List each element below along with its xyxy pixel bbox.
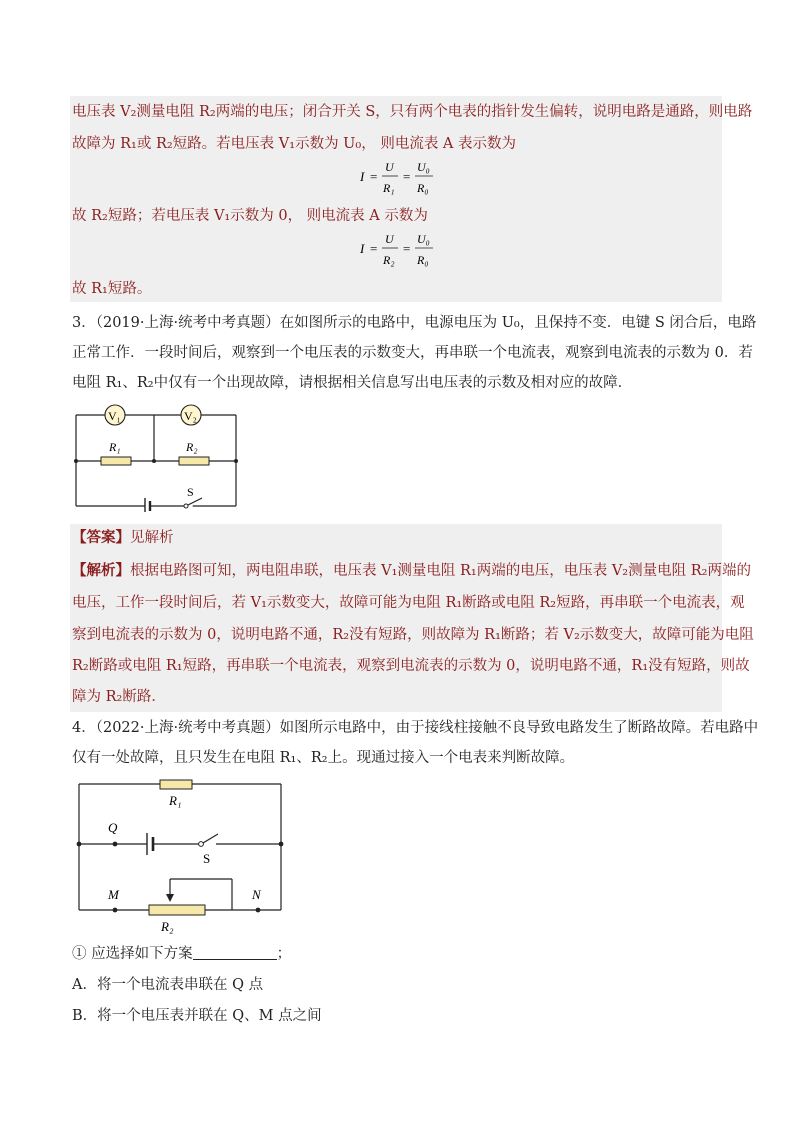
q3-analysis-line-3: 察到电流表的示数为 0，说明电路不通，R₂没有短路，则故障为 R₁断路；若 V₂示数变大，故障可能为电阻 — [72, 627, 754, 643]
formula-1 — [356, 156, 446, 200]
q4-line-1: 4．（2022·上海·统考中考真题）如图所示电路中，由于接线柱接触不良导致电路发生了断路故障。若电路中 — [72, 720, 759, 736]
q-label: Q — [108, 820, 118, 835]
switch-label: S — [187, 485, 194, 499]
q4-sub1-line — [72, 944, 291, 964]
battery-icon — [147, 833, 153, 855]
q4-sub1-tail: ； — [276, 946, 292, 962]
r2-label: R₂ — [186, 440, 198, 454]
q4-circuit-diagram — [72, 774, 292, 936]
formula-2-eq2: = — [403, 241, 411, 256]
formula-1-num2: U₀ — [417, 160, 430, 174]
q3-analysis-line-5: 障为 R₂断路． — [72, 689, 166, 705]
q3-line-3: 电阻 R₁、R₂中仅有一个出现故障，请根据相关信息写出电压表的示数及相对应的故障． — [72, 375, 633, 391]
r1-label: R₁ — [169, 793, 182, 808]
q4-sub1-text: ① 应选择如下方案 — [72, 946, 193, 962]
answer-text: 见解析 — [130, 530, 174, 546]
q3-analysis-line-1 — [72, 561, 751, 581]
resistor-r1-icon — [160, 780, 192, 789]
analysis-tag: 【解析】 — [72, 562, 130, 579]
resistor-r2-icon — [149, 905, 205, 915]
v2-label: V₂ — [184, 409, 197, 423]
formula-2-lhs: I — [360, 241, 365, 256]
q3-line-1: 3．（2019·上海·统考中考真题）在如图所示的电路中，电源电压为 U₀，且保持不变．电键 S 闭合后，电路 — [72, 315, 757, 331]
formula-1-den1: R₁ — [383, 181, 395, 195]
formula-1-den2: R₀ — [417, 181, 429, 195]
switch-icon — [199, 834, 218, 846]
q4-line-2: 仅有一处故障，且只发生在电阻 R₁、R₂上。现通过接入一个电表来判断故障。 — [72, 750, 575, 766]
q3-analysis-line-2: 电压，工作一段时间后，若 V₁示数变大，故障可能为电阻 R₁断路或电阻 R₂短路，再串联一个电流表，观 — [72, 595, 745, 611]
formula-2-eq: = — [370, 241, 378, 256]
q3-answer-block — [70, 524, 722, 712]
q3-analysis-line-4: R₂断路或电阻 R₁短路，再串联一个电流表，观察到电流表的示数为 0，说明电路不通，R₁没有短路，则故 — [72, 658, 750, 674]
n-label: N — [252, 887, 261, 902]
formula-1-eq: = — [370, 169, 378, 184]
prev-solution-line-4: 故 R₁短路。 — [72, 281, 152, 297]
analysis-text-1: 根据电路图可知，两电阻串联，电压表 V₁测量电阻 R₁两端的电压，电压表 V₂测量电阻 R₂两端的 — [130, 563, 751, 579]
r1-label: R₁ — [109, 440, 121, 454]
formula-2-den1: R₂ — [383, 253, 395, 267]
prev-solution-line-1: 电压表 V₂测量电阻 R₂两端的电压；闭合开关 S，只有两个电表的指针发生偏转，说明电路是通路，则电路 — [72, 104, 753, 120]
switch-label: S — [203, 851, 211, 866]
formula-2-den2: R₀ — [417, 253, 429, 267]
q3-answer-line — [72, 528, 174, 548]
resistor-r1-icon — [101, 457, 131, 465]
q4-option-b: B．将一个电压表并联在 Q、M 点之间 — [72, 1008, 322, 1024]
formula-1-num1: U — [385, 160, 394, 174]
prev-solution-line-3: 故 R₂短路；若电压表 V₁示数为 0， 则电流表 A 示数为 — [72, 208, 428, 224]
formula-1-eq2: = — [403, 169, 411, 184]
v1-label: V₁ — [108, 409, 121, 423]
q3-circuit-diagram — [72, 400, 244, 512]
answer-tag: 【答案】 — [72, 529, 130, 546]
q3-line-2: 正常工作．一段时间后，观察到一个电压表的示数变大，再串联一个电流表，观察到电流表的示数为 0．若 — [72, 345, 753, 361]
formula-1-lhs: I — [360, 169, 365, 184]
formula-2 — [356, 228, 446, 272]
formula-2-num1: U — [385, 232, 394, 246]
resistor-r2-icon — [179, 457, 209, 465]
r2-label: R₂ — [161, 919, 174, 934]
q4-sub1-blank[interactable] — [193, 945, 277, 960]
prev-solution-line-2: 故障为 R₁或 R₂短路。若电压表 V₁示数为 U₀， 则电流表 A 表示数为 — [72, 136, 517, 152]
battery-icon — [145, 498, 150, 512]
q4-option-a: A．将一个电流表串联在 Q 点 — [72, 977, 264, 993]
m-label: M — [108, 887, 119, 902]
formula-2-num2: U₀ — [417, 232, 430, 246]
